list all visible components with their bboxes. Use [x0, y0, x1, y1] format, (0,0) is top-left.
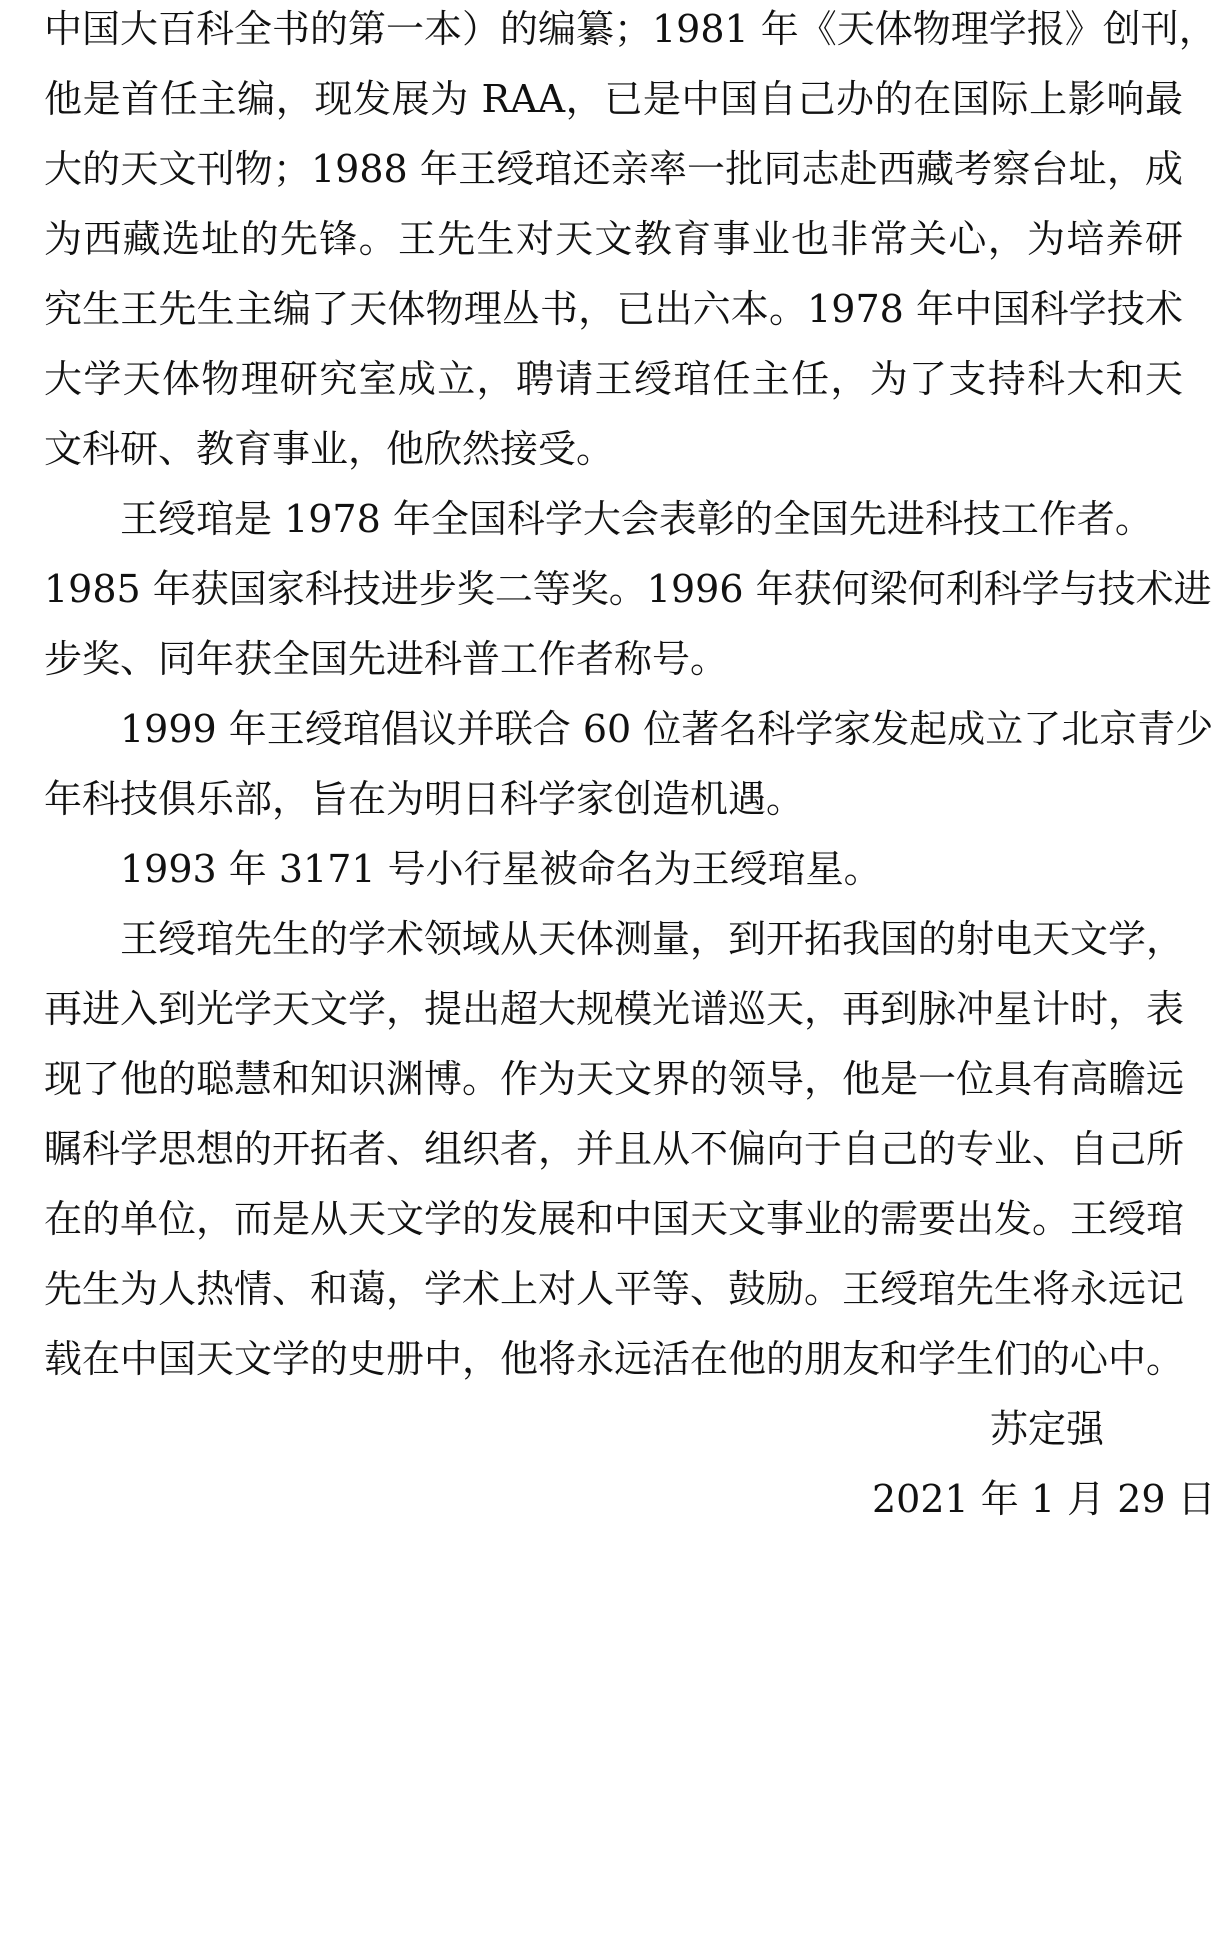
text-line: 在的单位，而是从天文学的发展和中国天文事业的需要出发。王绶琯	[44, 1197, 1185, 1241]
text-line: 中国大百科全书的第一本）的编纂；1981 年《天体物理学报》创刊，	[44, 7, 1217, 51]
text-line: 究生王先生主编了天体物理丛书，已出六本。1978 年中国科学技术	[44, 287, 1183, 331]
text-line: 大的天文刊物；1988 年王绶琯还亲率一批同志赴西藏考察台址，成	[44, 147, 1183, 191]
text-line: 王绶琯先生的学术领域从天体测量，到开拓我国的射电天文学，	[120, 917, 1185, 961]
text-line: 步奖、同年获全国先进科普工作者称号。	[44, 637, 729, 681]
text-line: 再进入到光学天文学，提出超大规模光谱巡天，再到脉冲星计时，表	[44, 987, 1185, 1031]
text-line: 载在中国天文学的史册中，他将永远活在他的朋友和学生们的心中。	[44, 1337, 1185, 1381]
text-line: 现了他的聪慧和知识渊博。作为天文界的领导，他是一位具有高瞻远	[44, 1057, 1185, 1101]
text-line: 1993 年 3171 号小行星被命名为王绶琯星。	[120, 847, 882, 891]
signature-date: 2021 年 1 月 29 日	[872, 1477, 1216, 1521]
text-line: 大学天体物理研究室成立，聘请王绶琯任主任，为了支持科大和天	[44, 357, 1183, 401]
text-line: 先生为人热情、和蔼，学术上对人平等、鼓励。王绶琯先生将永远记	[44, 1267, 1185, 1311]
text-line: 为西藏选址的先锋。王先生对天文教育事业也非常关心，为培养研	[44, 217, 1183, 261]
text-line: 文科研、教育事业，他欣然接受。	[44, 427, 615, 471]
text-line: 瞩科学思想的开拓者、组织者，并且从不偏向于自己的专业、自己所	[44, 1127, 1185, 1171]
text-line: 1999 年王绶琯倡议并联合 60 位著名科学家发起成立了北京青少	[120, 707, 1214, 751]
signature-author: 苏定强	[990, 1407, 1105, 1451]
text-line: 1985 年获国家科技进步奖二等奖。1996 年获何梁何利科学与技术进	[44, 567, 1212, 611]
text-line: 年科技俱乐部，旨在为明日科学家创造机遇。	[44, 777, 805, 821]
text-line: 他是首任主编，现发展为 RAA，已是中国自己办的在国际上影响最	[44, 77, 1183, 121]
text-line: 王绶琯是 1978 年全国科学大会表彰的全国先进科技工作者。	[120, 497, 1153, 541]
